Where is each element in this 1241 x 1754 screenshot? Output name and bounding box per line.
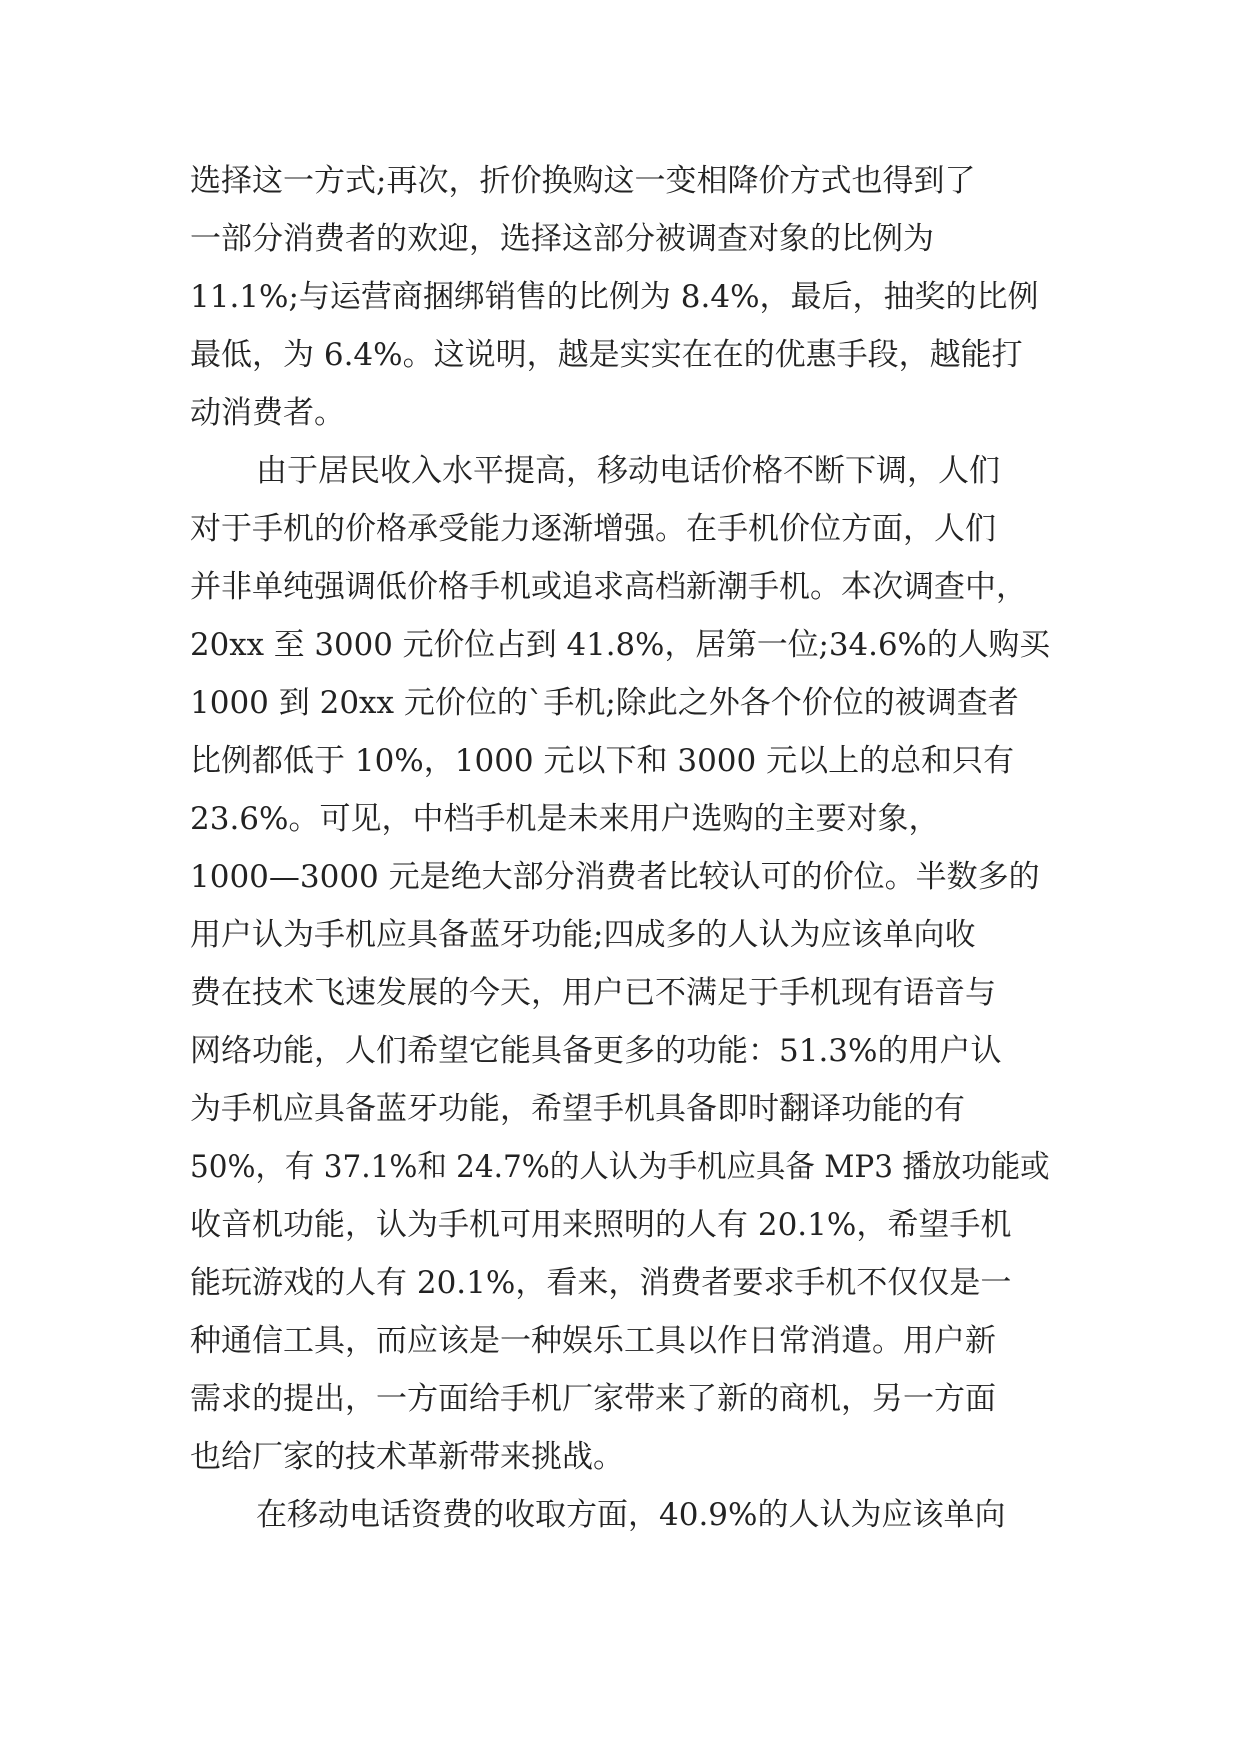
text-line-3: 11.1%;与运营商捆绑销售的比例为 8.4%，最后，抽奖的比例	[190, 279, 1039, 315]
text-line-17: 为手机应具备蓝牙功能，希望手机具备即时翻译功能的有	[190, 1091, 965, 1127]
text-line-1: 选择这一方式;再次，折价换购这一变相降价方式也得到了	[190, 163, 976, 199]
text-line-12: 23.6%。可见，中档手机是未来用户选购的主要对象，	[190, 801, 940, 837]
text-line-24: 在移动电话资费的收取方面，40.9%的人认为应该单向	[256, 1497, 1006, 1533]
text-line-2: 一部分消费者的欢迎，选择这部分被调查对象的比例为	[190, 221, 934, 257]
text-line-5: 动消费者。	[190, 395, 345, 431]
text-line-15: 费在技术飞速发展的今天，用户已不满足于手机现有语音与	[190, 975, 996, 1011]
text-line-10: 1000 到 20xx 元价位的`手机;除此之外各个价位的被调查者	[190, 685, 1019, 721]
text-line-18: 50%，有 37.1%和 24.7%的人认为手机应具备 MP3 播放功能或	[190, 1149, 1050, 1185]
text-line-13: 1000—3000 元是绝大部分消费者比较认可的价位。半数多的	[190, 859, 1040, 895]
text-line-23: 也给厂家的技术革新带来挑战。	[190, 1439, 624, 1475]
text-line-19: 收音机功能，认为手机可用来照明的人有 20.1%，希望手机	[190, 1207, 1012, 1243]
text-line-4: 最低，为 6.4%。这说明，越是实实在在的优惠手段，越能打	[190, 337, 1023, 373]
text-line-8: 并非单纯强调低价格手机或追求高档新潮手机。本次调查中，	[190, 569, 1027, 605]
text-line-22: 需求的提出，一方面给手机厂家带来了新的商机，另一方面	[190, 1381, 996, 1417]
text-line-21: 种通信工具，而应该是一种娱乐工具以作日常消遣。用户新	[190, 1323, 996, 1359]
text-line-20: 能玩游戏的人有 20.1%，看来，消费者要求手机不仅仅是一	[190, 1265, 1012, 1301]
text-line-6: 由于居民收入水平提高，移动电话价格不断下调，人们	[256, 453, 1000, 489]
text-line-9: 20xx 至 3000 元价位占到 41.8%，居第一位;34.6%的人购买	[190, 627, 1051, 663]
text-line-7: 对于手机的价格承受能力逐渐增强。在手机价位方面，人们	[190, 511, 996, 547]
text-line-14: 用户认为手机应具备蓝牙功能;四成多的人认为应该单向收	[190, 917, 976, 953]
text-line-16: 网络功能，人们希望它能具备更多的功能：51.3%的用户认	[190, 1033, 1002, 1069]
text-line-11: 比例都低于 10%，1000 元以下和 3000 元以上的总和只有	[190, 743, 1015, 779]
